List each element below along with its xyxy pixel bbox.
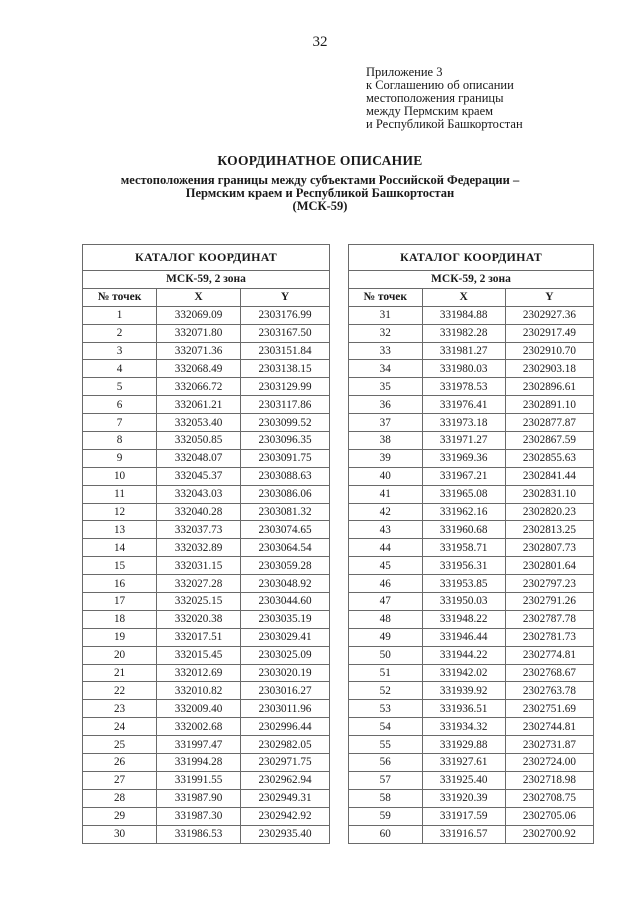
table-row	[83, 396, 330, 414]
point-number-cell: 40	[349, 467, 423, 485]
y-coordinate-cell: 2303016.27	[241, 682, 330, 700]
appendix-line: Приложение 3	[366, 65, 443, 79]
point-number-cell: 13	[83, 521, 157, 539]
y-coordinate-cell: 2302996.44	[241, 718, 330, 736]
table-zone: МСК-59, 2 зона	[83, 271, 330, 289]
table-row	[83, 575, 330, 593]
x-coordinate-cell: 331934.32	[422, 718, 505, 736]
x-coordinate-cell: 331946.44	[422, 628, 505, 646]
y-coordinate-cell: 2302724.00	[505, 754, 593, 772]
table-row	[83, 646, 330, 664]
table-caption: КАТАЛОГ КООРДИНАТ	[83, 245, 330, 271]
x-coordinate-cell: 331948.22	[422, 610, 505, 628]
table-row	[349, 432, 594, 450]
point-number-cell: 34	[349, 360, 423, 378]
point-number-cell: 55	[349, 736, 423, 754]
y-coordinate-cell: 2302801.64	[505, 557, 593, 575]
x-coordinate-cell: 332009.40	[157, 700, 241, 718]
point-number-cell: 19	[83, 628, 157, 646]
column-header-point-number: № точек	[349, 288, 423, 306]
table-row	[83, 593, 330, 611]
table-row	[83, 718, 330, 736]
point-number-cell: 51	[349, 664, 423, 682]
y-coordinate-cell: 2303129.99	[241, 378, 330, 396]
table-row	[83, 360, 330, 378]
x-coordinate-cell: 332040.28	[157, 503, 241, 521]
x-coordinate-cell: 332053.40	[157, 414, 241, 432]
y-coordinate-cell: 2303151.84	[241, 342, 330, 360]
y-coordinate-cell: 2303117.86	[241, 396, 330, 414]
table-row	[349, 610, 594, 628]
table-row	[83, 628, 330, 646]
x-coordinate-cell: 332048.07	[157, 449, 241, 467]
point-number-cell: 56	[349, 754, 423, 772]
point-number-cell: 44	[349, 539, 423, 557]
point-number-cell: 47	[349, 593, 423, 611]
table-row	[83, 539, 330, 557]
appendix-line: к Соглашению об описании	[366, 78, 514, 92]
table-row	[349, 628, 594, 646]
x-coordinate-cell: 331927.61	[422, 754, 505, 772]
table-row	[349, 736, 594, 754]
x-coordinate-cell: 331987.30	[157, 807, 241, 825]
y-coordinate-cell: 2302787.78	[505, 610, 593, 628]
y-coordinate-cell: 2303059.28	[241, 557, 330, 575]
column-header-x: X	[422, 288, 505, 306]
y-coordinate-cell: 2303074.65	[241, 521, 330, 539]
point-number-cell: 30	[83, 825, 157, 843]
appendix-line: между Пермским краем	[366, 104, 494, 118]
y-coordinate-cell: 2302877.87	[505, 414, 593, 432]
y-coordinate-cell: 2302867.59	[505, 432, 593, 450]
x-coordinate-cell: 331976.41	[422, 396, 505, 414]
y-coordinate-cell: 2302768.67	[505, 664, 593, 682]
table-row	[349, 575, 594, 593]
x-coordinate-cell: 331939.92	[422, 682, 505, 700]
table-row	[83, 664, 330, 682]
y-coordinate-cell: 2303035.19	[241, 610, 330, 628]
y-coordinate-cell: 2302841.44	[505, 467, 593, 485]
point-number-cell: 35	[349, 378, 423, 396]
x-coordinate-cell: 331982.28	[422, 324, 505, 342]
y-coordinate-cell: 2302705.06	[505, 807, 593, 825]
point-number-cell: 24	[83, 718, 157, 736]
x-coordinate-cell: 332031.15	[157, 557, 241, 575]
table-row	[349, 485, 594, 503]
y-coordinate-cell: 2302917.49	[505, 324, 593, 342]
table-row	[83, 610, 330, 628]
point-number-cell: 11	[83, 485, 157, 503]
subtitle-line: местоположения границы между субъектами Российской Федерации –	[120, 173, 520, 187]
x-coordinate-cell: 331969.36	[422, 449, 505, 467]
y-coordinate-cell: 2303048.92	[241, 575, 330, 593]
y-coordinate-cell: 2303081.32	[241, 503, 330, 521]
point-number-cell: 17	[83, 593, 157, 611]
y-coordinate-cell: 2303099.52	[241, 414, 330, 432]
point-number-cell: 22	[83, 682, 157, 700]
table-row	[349, 539, 594, 557]
table-row	[349, 449, 594, 467]
column-header-y: Y	[241, 288, 330, 306]
x-coordinate-cell: 331929.88	[422, 736, 505, 754]
table-row	[83, 485, 330, 503]
x-coordinate-cell: 332066.72	[157, 378, 241, 396]
x-coordinate-cell: 332017.51	[157, 628, 241, 646]
point-number-cell: 8	[83, 432, 157, 450]
x-coordinate-cell: 331925.40	[422, 771, 505, 789]
y-coordinate-cell: 2302708.75	[505, 789, 593, 807]
point-number-cell: 10	[83, 467, 157, 485]
x-coordinate-cell: 332002.68	[157, 718, 241, 736]
document-title: КООРДИНАТНОЕ ОПИСАНИЕ	[217, 153, 423, 168]
point-number-cell: 43	[349, 521, 423, 539]
x-coordinate-cell: 331984.88	[422, 306, 505, 324]
y-coordinate-cell: 2303088.63	[241, 467, 330, 485]
y-coordinate-cell: 2303025.09	[241, 646, 330, 664]
table-row	[349, 503, 594, 521]
column-header-x: X	[157, 288, 241, 306]
table-row	[349, 467, 594, 485]
y-coordinate-cell: 2303086.06	[241, 485, 330, 503]
x-coordinate-cell: 331965.08	[422, 485, 505, 503]
point-number-cell: 32	[349, 324, 423, 342]
subtitle-line: (МСК-59)	[292, 199, 348, 213]
column-header-point-number: № точек	[83, 288, 157, 306]
y-coordinate-cell: 2302982.05	[241, 736, 330, 754]
point-number-cell: 58	[349, 789, 423, 807]
table-row	[83, 467, 330, 485]
page-number: 32	[312, 34, 328, 50]
point-number-cell: 42	[349, 503, 423, 521]
point-number-cell: 41	[349, 485, 423, 503]
subtitle-line: Пермским краем и Республикой Башкортостан	[185, 186, 455, 200]
y-coordinate-cell: 2302744.81	[505, 718, 593, 736]
x-coordinate-cell: 331944.22	[422, 646, 505, 664]
x-coordinate-cell: 331942.02	[422, 664, 505, 682]
y-coordinate-cell: 2302942.92	[241, 807, 330, 825]
point-number-cell: 29	[83, 807, 157, 825]
table-row	[349, 396, 594, 414]
point-number-cell: 39	[349, 449, 423, 467]
y-coordinate-cell: 2302935.40	[241, 825, 330, 843]
table-row	[349, 557, 594, 575]
table-row	[349, 754, 594, 772]
x-coordinate-cell: 332025.15	[157, 593, 241, 611]
y-coordinate-cell: 2303138.15	[241, 360, 330, 378]
table-row	[83, 825, 330, 843]
point-number-cell: 49	[349, 628, 423, 646]
y-coordinate-cell: 2302751.69	[505, 700, 593, 718]
x-coordinate-cell: 331950.03	[422, 593, 505, 611]
table-caption: КАТАЛОГ КООРДИНАТ	[349, 245, 594, 271]
x-coordinate-cell: 332069.09	[157, 306, 241, 324]
y-coordinate-cell: 2302763.78	[505, 682, 593, 700]
point-number-cell: 2	[83, 324, 157, 342]
y-coordinate-cell: 2303029.41	[241, 628, 330, 646]
y-coordinate-cell: 2302949.31	[241, 789, 330, 807]
y-coordinate-cell: 2302910.70	[505, 342, 593, 360]
y-coordinate-cell: 2302700.92	[505, 825, 593, 843]
table-row	[83, 789, 330, 807]
point-number-cell: 33	[349, 342, 423, 360]
y-coordinate-cell: 2302903.18	[505, 360, 593, 378]
point-number-cell: 9	[83, 449, 157, 467]
table-row	[349, 682, 594, 700]
table-row	[349, 306, 594, 324]
x-coordinate-cell: 332043.03	[157, 485, 241, 503]
y-coordinate-cell: 2302718.98	[505, 771, 593, 789]
table-row	[83, 807, 330, 825]
point-number-cell: 53	[349, 700, 423, 718]
y-coordinate-cell: 2303020.19	[241, 664, 330, 682]
x-coordinate-cell: 331981.27	[422, 342, 505, 360]
x-coordinate-cell: 331956.31	[422, 557, 505, 575]
point-number-cell: 15	[83, 557, 157, 575]
point-number-cell: 46	[349, 575, 423, 593]
appendix-note	[366, 66, 523, 131]
table-row	[83, 754, 330, 772]
table-row	[349, 324, 594, 342]
table-row	[349, 342, 594, 360]
x-coordinate-cell: 331920.39	[422, 789, 505, 807]
y-coordinate-cell: 2302820.23	[505, 503, 593, 521]
x-coordinate-cell: 331936.51	[422, 700, 505, 718]
table-row	[349, 789, 594, 807]
table-row	[349, 521, 594, 539]
y-coordinate-cell: 2302791.26	[505, 593, 593, 611]
x-coordinate-cell: 331986.53	[157, 825, 241, 843]
y-coordinate-cell: 2302971.75	[241, 754, 330, 772]
x-coordinate-cell: 332032.89	[157, 539, 241, 557]
y-coordinate-cell: 2302896.61	[505, 378, 593, 396]
table-row	[83, 736, 330, 754]
y-coordinate-cell: 2302731.87	[505, 736, 593, 754]
y-coordinate-cell: 2303011.96	[241, 700, 330, 718]
y-coordinate-cell: 2303176.99	[241, 306, 330, 324]
x-coordinate-cell: 332015.45	[157, 646, 241, 664]
table-row	[83, 503, 330, 521]
x-coordinate-cell: 332037.73	[157, 521, 241, 539]
table-row	[83, 771, 330, 789]
y-coordinate-cell: 2303167.50	[241, 324, 330, 342]
x-coordinate-cell: 331967.21	[422, 467, 505, 485]
x-coordinate-cell: 332050.85	[157, 432, 241, 450]
y-coordinate-cell: 2303064.54	[241, 539, 330, 557]
coordinate-table-right	[348, 244, 594, 844]
point-number-cell: 37	[349, 414, 423, 432]
point-number-cell: 25	[83, 736, 157, 754]
point-number-cell: 60	[349, 825, 423, 843]
y-coordinate-cell: 2302855.63	[505, 449, 593, 467]
table-row	[83, 700, 330, 718]
x-coordinate-cell: 331953.85	[422, 575, 505, 593]
y-coordinate-cell: 2302781.73	[505, 628, 593, 646]
table-row	[349, 825, 594, 843]
x-coordinate-cell: 331987.90	[157, 789, 241, 807]
point-number-cell: 20	[83, 646, 157, 664]
point-number-cell: 12	[83, 503, 157, 521]
appendix-line: и Республикой Башкортостан	[366, 117, 523, 131]
table-row	[349, 646, 594, 664]
y-coordinate-cell: 2302891.10	[505, 396, 593, 414]
x-coordinate-cell: 332027.28	[157, 575, 241, 593]
x-coordinate-cell: 331980.03	[422, 360, 505, 378]
y-coordinate-cell: 2303091.75	[241, 449, 330, 467]
point-number-cell: 27	[83, 771, 157, 789]
point-number-cell: 21	[83, 664, 157, 682]
x-coordinate-cell: 331916.57	[422, 825, 505, 843]
x-coordinate-cell: 332045.37	[157, 467, 241, 485]
x-coordinate-cell: 332020.38	[157, 610, 241, 628]
table-row	[83, 306, 330, 324]
point-number-cell: 23	[83, 700, 157, 718]
point-number-cell: 26	[83, 754, 157, 772]
point-number-cell: 48	[349, 610, 423, 628]
x-coordinate-cell: 332010.82	[157, 682, 241, 700]
y-coordinate-cell: 2303044.60	[241, 593, 330, 611]
table-row	[349, 718, 594, 736]
y-coordinate-cell: 2302927.36	[505, 306, 593, 324]
y-coordinate-cell: 2302813.25	[505, 521, 593, 539]
table-row	[83, 324, 330, 342]
point-number-cell: 52	[349, 682, 423, 700]
point-number-cell: 59	[349, 807, 423, 825]
point-number-cell: 38	[349, 432, 423, 450]
table-row	[349, 771, 594, 789]
table-row	[83, 557, 330, 575]
point-number-cell: 3	[83, 342, 157, 360]
table-row	[349, 700, 594, 718]
point-number-cell: 1	[83, 306, 157, 324]
point-number-cell: 14	[83, 539, 157, 557]
table-row	[349, 664, 594, 682]
table-row	[349, 593, 594, 611]
point-number-cell: 6	[83, 396, 157, 414]
point-number-cell: 54	[349, 718, 423, 736]
document-subtitle	[0, 174, 640, 213]
point-number-cell: 28	[83, 789, 157, 807]
y-coordinate-cell: 2303096.35	[241, 432, 330, 450]
point-number-cell: 45	[349, 557, 423, 575]
x-coordinate-cell: 331962.16	[422, 503, 505, 521]
x-coordinate-cell: 331971.27	[422, 432, 505, 450]
table-row	[83, 342, 330, 360]
table-row	[83, 449, 330, 467]
y-coordinate-cell: 2302797.23	[505, 575, 593, 593]
y-coordinate-cell: 2302807.73	[505, 539, 593, 557]
column-header-y: Y	[505, 288, 593, 306]
x-coordinate-cell: 332071.80	[157, 324, 241, 342]
point-number-cell: 50	[349, 646, 423, 664]
x-coordinate-cell: 332071.36	[157, 342, 241, 360]
table-row	[349, 807, 594, 825]
point-number-cell: 16	[83, 575, 157, 593]
x-coordinate-cell: 332068.49	[157, 360, 241, 378]
table-row	[83, 521, 330, 539]
x-coordinate-cell: 332012.69	[157, 664, 241, 682]
y-coordinate-cell: 2302962.94	[241, 771, 330, 789]
x-coordinate-cell: 331958.71	[422, 539, 505, 557]
table-row	[349, 360, 594, 378]
appendix-line: местоположения границы	[366, 91, 504, 105]
point-number-cell: 31	[349, 306, 423, 324]
x-coordinate-cell: 331994.28	[157, 754, 241, 772]
table-row	[349, 414, 594, 432]
point-number-cell: 7	[83, 414, 157, 432]
x-coordinate-cell: 331991.55	[157, 771, 241, 789]
y-coordinate-cell: 2302774.81	[505, 646, 593, 664]
point-number-cell: 5	[83, 378, 157, 396]
x-coordinate-cell: 331960.68	[422, 521, 505, 539]
point-number-cell: 36	[349, 396, 423, 414]
x-coordinate-cell: 331978.53	[422, 378, 505, 396]
x-coordinate-cell: 331997.47	[157, 736, 241, 754]
x-coordinate-cell: 331973.18	[422, 414, 505, 432]
table-row	[83, 682, 330, 700]
table-row	[83, 414, 330, 432]
table-row	[83, 432, 330, 450]
point-number-cell: 4	[83, 360, 157, 378]
table-row	[349, 378, 594, 396]
table-zone: МСК-59, 2 зона	[349, 271, 594, 289]
point-number-cell: 18	[83, 610, 157, 628]
table-row	[83, 378, 330, 396]
coordinate-table-left	[82, 244, 330, 844]
y-coordinate-cell: 2302831.10	[505, 485, 593, 503]
x-coordinate-cell: 332061.21	[157, 396, 241, 414]
point-number-cell: 57	[349, 771, 423, 789]
x-coordinate-cell: 331917.59	[422, 807, 505, 825]
